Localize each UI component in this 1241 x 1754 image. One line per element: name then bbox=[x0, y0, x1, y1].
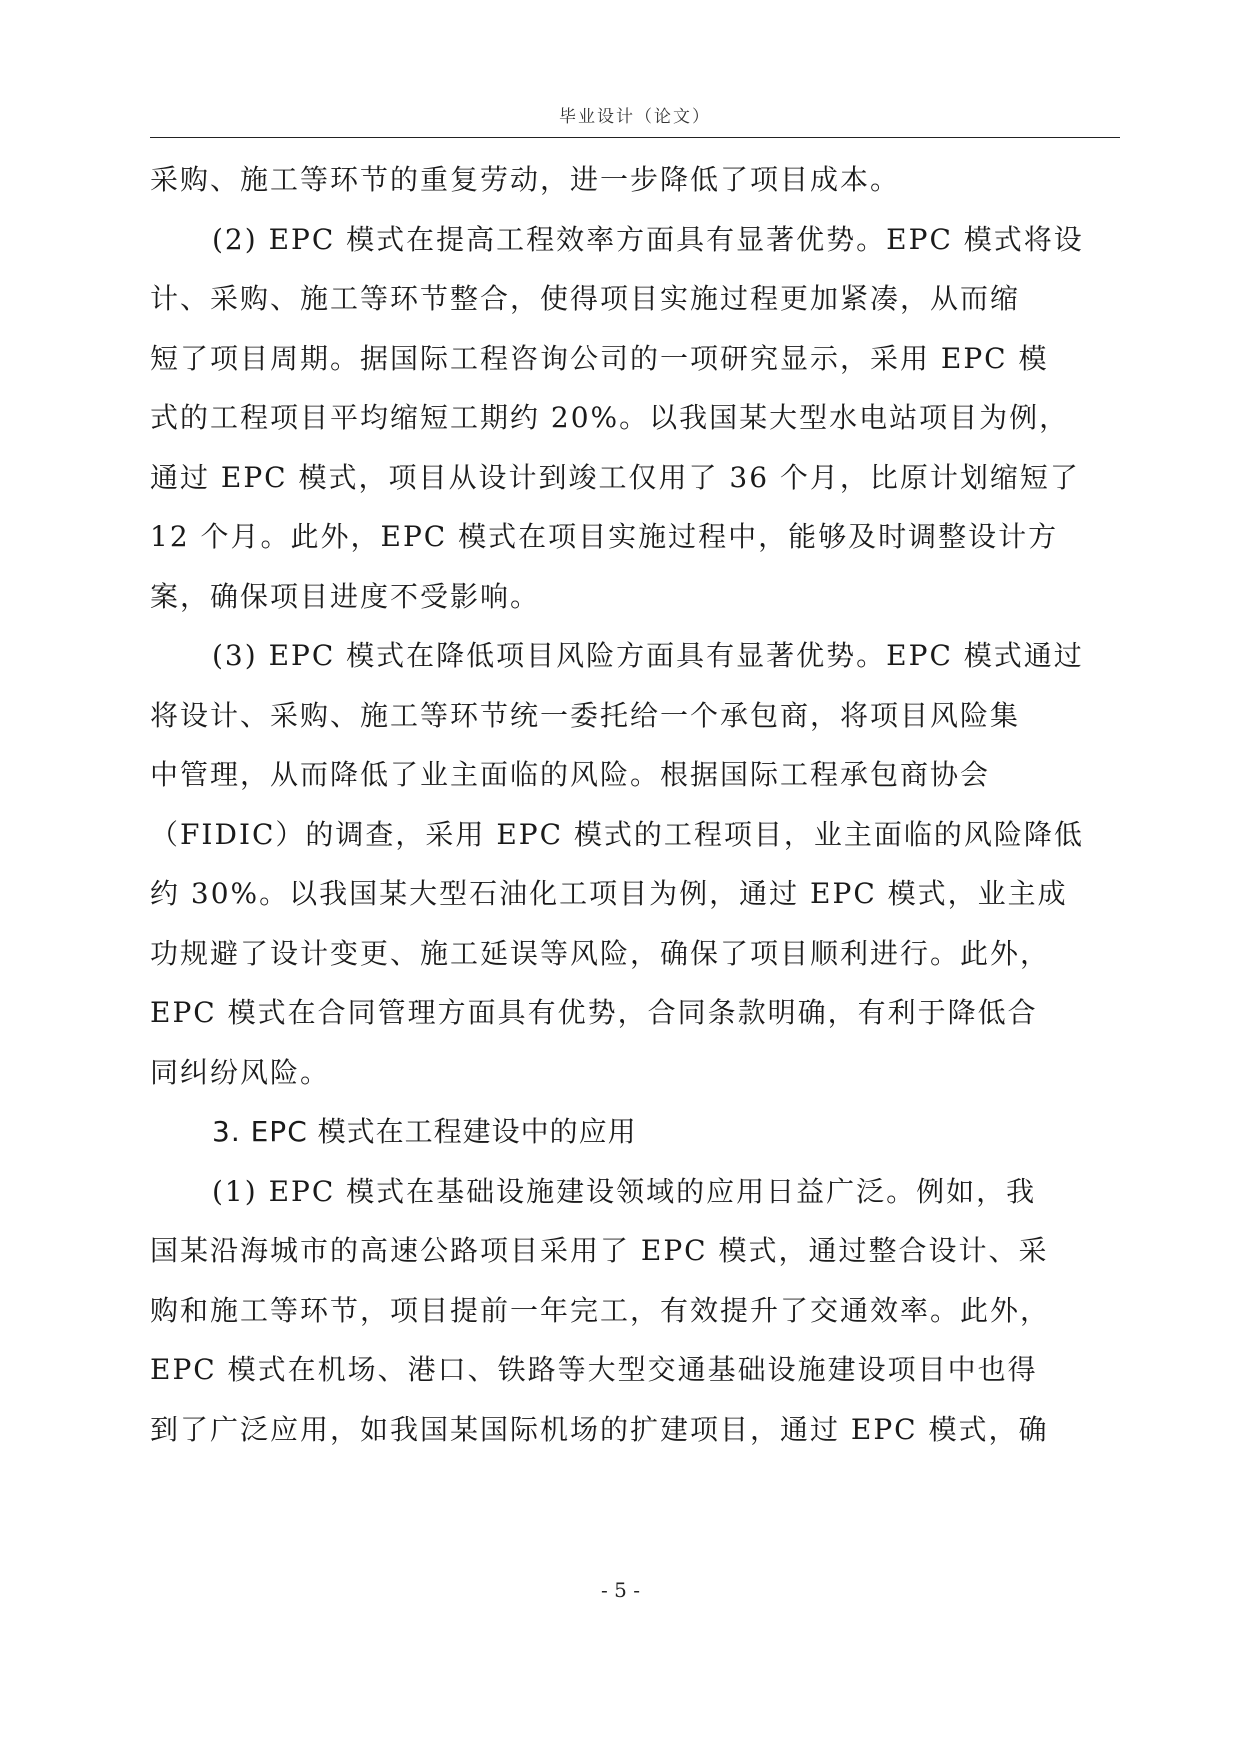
text-line: 同纠纷风险。 bbox=[150, 1055, 331, 1089]
text-line: 国某沿海城市的高速公路项目采用了 EPC 模式，通过整合设计、采 bbox=[150, 1234, 1049, 1267]
text-line: 12 个月。此外，EPC 模式在项目实施过程中，能够及时调整设计方 bbox=[150, 520, 1059, 553]
page-header: 毕业设计（论文） bbox=[559, 107, 711, 127]
body-text bbox=[150, 150, 1125, 1459]
text-line: (1) EPC 模式在基础设施建设领域的应用日益广泛。例如，我 bbox=[212, 1174, 1037, 1208]
text-line: 约 30%。以我国某大型石油化工项目为例，通过 EPC 模式，业主成 bbox=[150, 877, 1068, 910]
text-line: 功规避了设计变更、施工延误等风险，确保了项目顺利进行。此外， bbox=[150, 936, 1051, 970]
text-line: EPC 模式在合同管理方面具有优势，合同条款明确，有利于降低合 bbox=[150, 996, 1038, 1029]
text-line: 短了项目周期。据国际工程咨询公司的一项研究显示，采用 EPC 模 bbox=[150, 341, 1049, 375]
text-line: (2) EPC 模式在提高工程效率方面具有显著优势。EPC 模式将设 bbox=[212, 222, 1084, 256]
page-number: - 5 - bbox=[601, 1578, 640, 1602]
text-line: 中管理，从而降低了业主面临的风险。根据国际工程承包商协会 bbox=[150, 758, 991, 791]
text-line: 通过 EPC 模式，项目从设计到竣工仅用了 36 个月，比原计划缩短了 bbox=[150, 460, 1080, 494]
text-line: (3) EPC 模式在降低项目风险方面具有显著优势。EPC 模式通过 bbox=[212, 639, 1084, 672]
header-divider bbox=[150, 137, 1120, 138]
text-line: 购和施工等环节，项目提前一年完工，有效提升了交通效率。此外， bbox=[150, 1293, 1051, 1327]
text-line: 式的工程项目平均缩短工期约 20%。以我国某大型水电站项目为例， bbox=[150, 401, 1070, 434]
text-line: 到了广泛应用，如我国某国际机场的扩建项目，通过 EPC 模式，确 bbox=[150, 1412, 1049, 1446]
text-line: 将设计、采购、施工等环节统一委托给一个承包商，将项目风险集 bbox=[150, 698, 1021, 732]
section-heading: 3. EPC 模式在工程建设中的应用 bbox=[212, 1115, 637, 1148]
text-line: EPC 模式在机场、港口、铁路等大型交通基础设施建设项目中也得 bbox=[150, 1353, 1038, 1386]
text-line: 案，确保项目进度不受影响。 bbox=[150, 579, 541, 613]
text-line: 采购、施工等环节的重复劳动，进一步降低了项目成本。 bbox=[150, 163, 901, 196]
text-line: （FIDIC）的调查，采用 EPC 模式的工程项目，业主面临的风险降低 bbox=[150, 817, 1084, 851]
text-line: 计、采购、施工等环节整合，使得项目实施过程更加紧凑，从而缩 bbox=[150, 282, 1021, 315]
